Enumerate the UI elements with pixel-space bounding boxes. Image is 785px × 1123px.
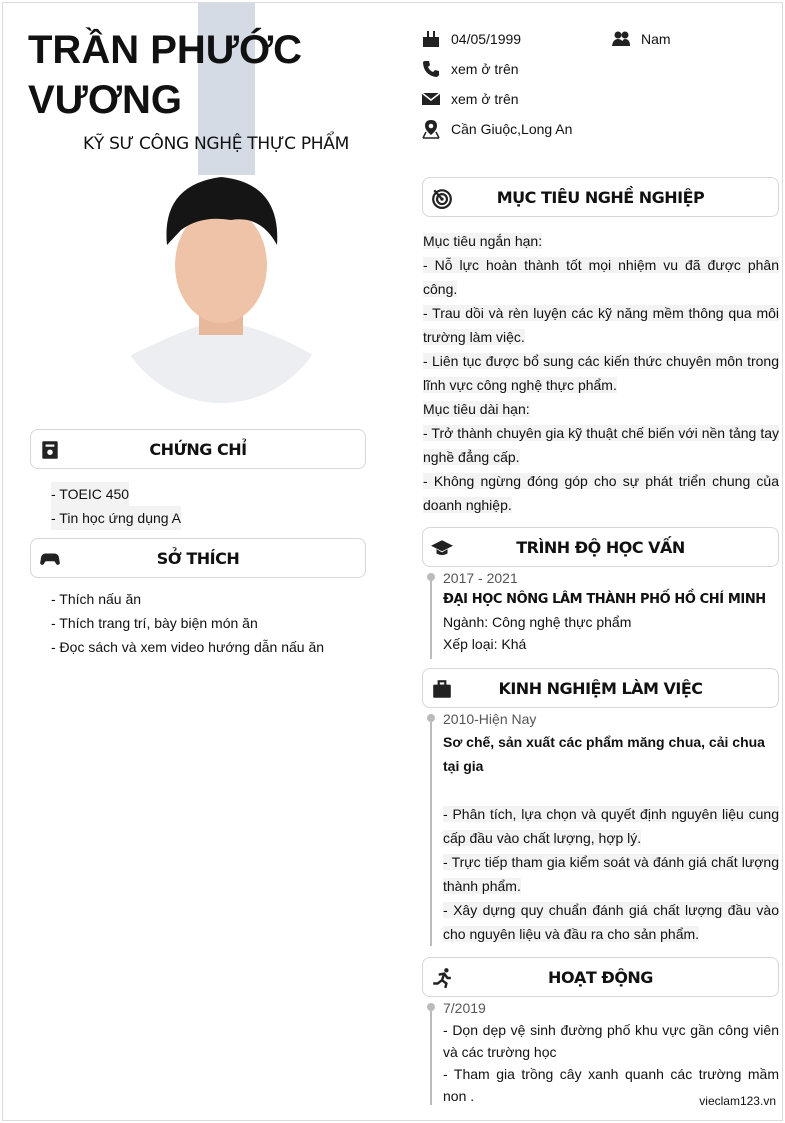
job-title: KỸ SƯ CÔNG NGHỆ THỰC PHẨM: [83, 134, 349, 154]
email: xem ở trên: [451, 91, 519, 107]
certificates-list: [51, 482, 181, 530]
objective-line: - Nỗ lực hoàn thành tốt mọi nhiệm vu đã được phân công.: [423, 257, 779, 297]
phone-icon: [421, 59, 441, 79]
list-item: - Đọc sách và xem video hướng dẫn nấu ăn: [51, 639, 325, 655]
section-title: TRÌNH ĐỘ HỌC VẤN: [516, 537, 685, 557]
section-header-education: [422, 527, 779, 567]
email-row: [421, 89, 519, 109]
timeline-line: [430, 716, 432, 946]
objective-line: - Trau dồi và rèn luyện các kỹ năng mềm thông qua môi trường làm việc.: [423, 305, 779, 345]
experience-line: - Phân tích, lựa chọn và quyết định nguyên liệu cung cấp đầu vào chất lượng, hợp lý.: [443, 806, 779, 846]
section-header-hobbies: [30, 538, 366, 578]
target-icon: [431, 187, 453, 209]
list-item: - Thích trang trí, bày biện món ăn: [51, 615, 258, 631]
address-row: [421, 119, 572, 139]
activities-date: 7/2019: [443, 1000, 486, 1016]
gamepad-icon: [39, 548, 61, 570]
cake-icon: [421, 29, 441, 49]
objective-line: Mục tiêu ngắn hạn:: [423, 233, 543, 249]
watermark: vieclam123.vn: [699, 1094, 776, 1108]
gender: Nam: [641, 31, 671, 47]
major: Ngành: Công nghệ thực phẩm: [443, 614, 632, 630]
certificate-icon: [39, 439, 61, 461]
envelope-icon: [421, 89, 441, 109]
hobbies-list: [51, 587, 324, 659]
school-name: ĐẠI HỌC NÔNG LÂM THÀNH PHỐ HỒ CHÍ MINH: [443, 592, 766, 607]
users-icon: [611, 29, 631, 49]
list-item: - TOEIC 450: [51, 482, 129, 506]
objective-line: Mục tiêu dài hạn:: [423, 401, 530, 417]
address: Cần Giuộc,Long An: [451, 121, 573, 137]
section-title: CHỨNG CHỈ: [149, 439, 247, 459]
section-header-activities: [422, 957, 779, 997]
section-title: SỞ THÍCH: [156, 548, 240, 568]
phone: xem ở trên: [451, 61, 519, 77]
birthday: 04/05/1999: [451, 31, 522, 47]
objective-line: - Trở thành chuyên gia kỹ thuật chế biến với nền tảng tay nghề đẳng cấp.: [423, 425, 779, 465]
section-title: KINH NGHIỆM LÀM VIỆC: [498, 678, 703, 698]
section-header-certificates: [30, 429, 366, 469]
grade: Xếp loại: Khá: [443, 636, 527, 652]
birthday-row: [421, 29, 521, 49]
section-title: HOẠT ĐỘNG: [548, 967, 653, 987]
section-header-objective: [422, 177, 779, 217]
graduation-cap-icon: [431, 537, 453, 559]
objective-line: - Không ngừng đóng góp cho sự phát triển chung của doanh nghiệp.: [423, 473, 779, 513]
gender-row: [611, 29, 671, 49]
experience-entry: [443, 708, 779, 946]
education-entry: [443, 567, 779, 655]
objective-text: [423, 229, 779, 517]
profile-photo: [111, 175, 331, 403]
experience-line: - Xây dựng quy chuẩn đánh giá chất lượng đầu vào cho nguyên liệu và đầu ra cho sản phẩm.: [443, 902, 779, 942]
list-item: - Thích nấu ăn: [51, 591, 142, 607]
phone-row: [421, 59, 519, 79]
cv-page: [2, 2, 783, 1121]
objective-line: - Liên tục được bổ sung các kiến thức chuyên môn trong lĩnh vực công nghệ thực phẩm.: [423, 353, 779, 393]
timeline-line: [430, 1005, 432, 1105]
briefcase-icon: [431, 678, 453, 700]
timeline-line: [430, 575, 432, 659]
map-pin-icon: [421, 119, 441, 139]
activity-line: - Tham gia trồng cây xanh quanh các trường mầm non .: [443, 1066, 779, 1104]
experience-line: - Trực tiếp tham gia kiểm soát và đánh giá chất lượng thành phẩm.: [443, 854, 779, 894]
running-icon: [431, 967, 453, 989]
experience-date: 2010-Hiện Nay: [443, 711, 537, 727]
activity-line: - Dọn dẹp vệ sinh đường phố khu vực gần công viên và các trường học: [443, 1022, 779, 1060]
candidate-name: TRẦN PHƯỚC VƯƠNG: [28, 28, 302, 122]
section-header-experience: [422, 668, 779, 708]
position: Sơ chế, sản xuất các phẩm măng chua, cải chua tại gia: [443, 734, 765, 774]
education-date: 2017 - 2021: [443, 570, 518, 586]
activities-entry: [443, 997, 779, 1107]
section-title: MỤC TIÊU NGHỀ NGHIỆP: [496, 187, 705, 207]
list-item: - Tin học ứng dụng A: [51, 506, 181, 530]
